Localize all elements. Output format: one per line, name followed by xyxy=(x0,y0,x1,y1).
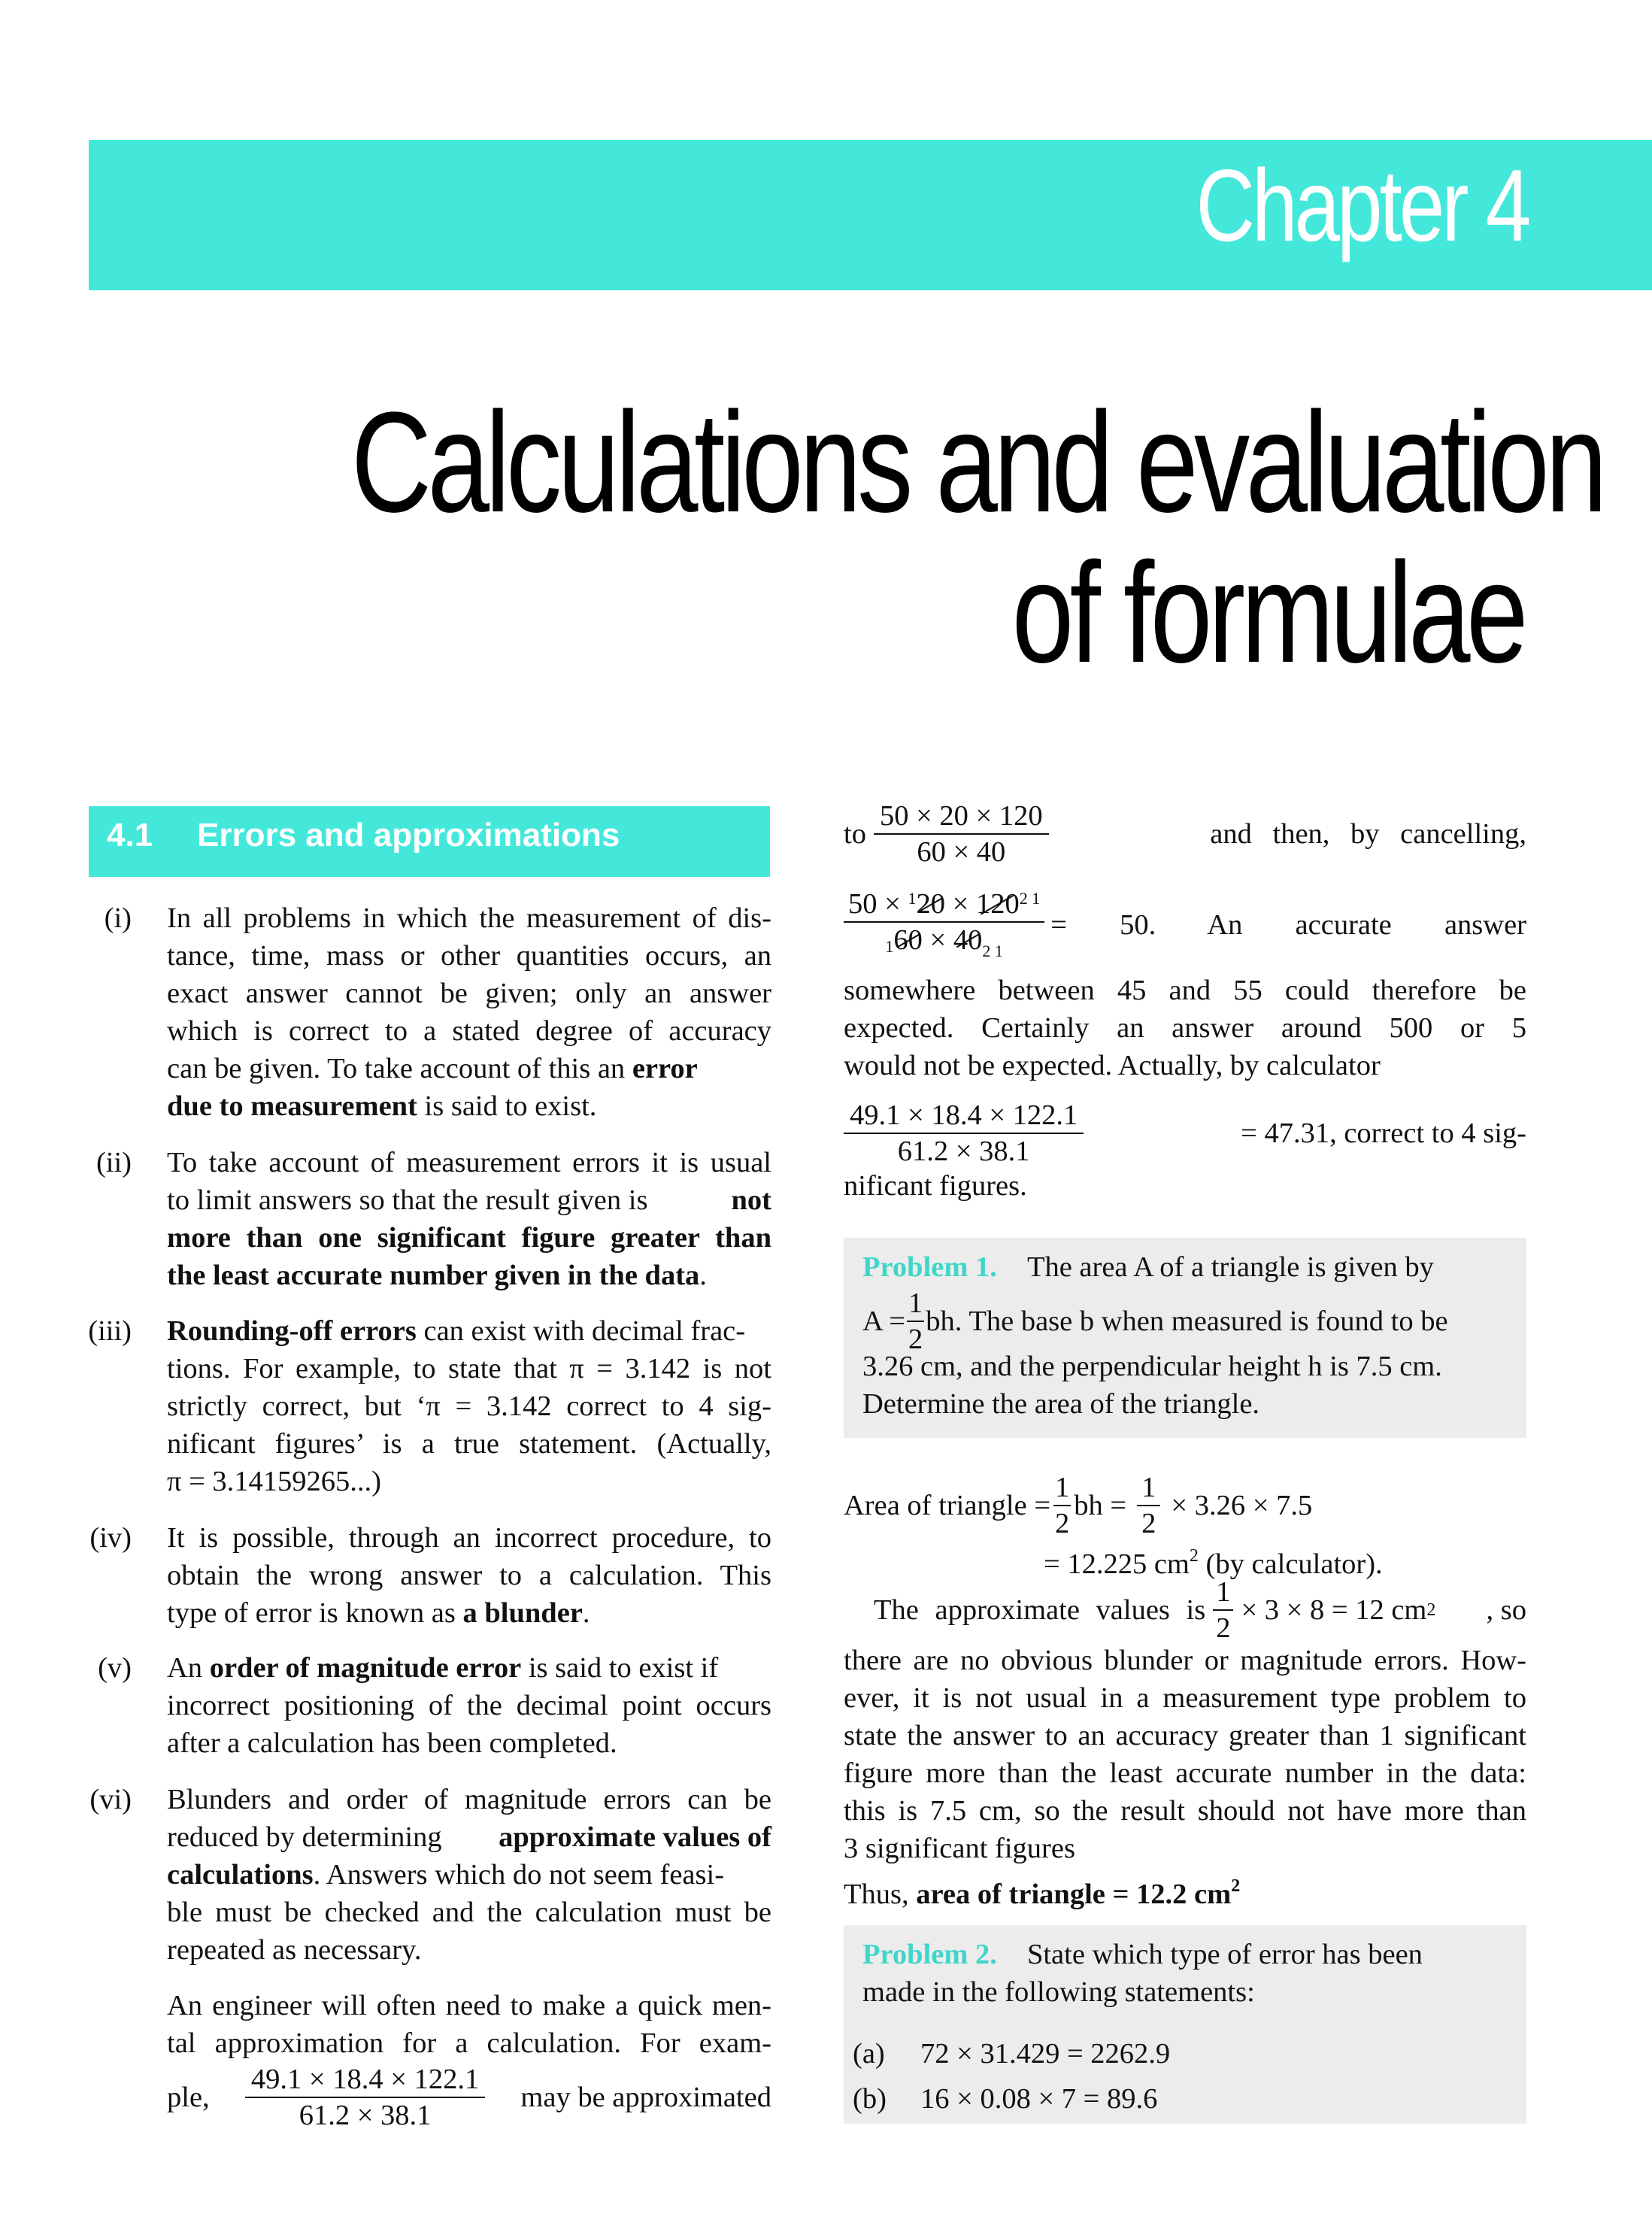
approx-line: to $\frac{50 \times 20 \times 120}{60 \times 40}$ and then, by cancelling, xyxy=(844,800,1526,868)
section-heading xyxy=(107,817,620,854)
paragraph-line: state the answer to an accuracy greater than 1 significant xyxy=(844,1720,1526,1751)
list-item-line: To take account of measurement errors it is usual xyxy=(167,1147,771,1178)
problem-2-line: made in the following statements: xyxy=(862,1976,1255,2008)
list-marker: (iii) xyxy=(88,1315,132,1347)
list-item-line: π = 3.14159265...) xyxy=(167,1466,381,1497)
problem-2-line: Problem 2. State which type of error has been xyxy=(862,1939,1423,1970)
list-item-line: nificant figures’ is a true statement. (Actually, xyxy=(167,1428,771,1460)
list-item-line: the least accurate number given in the data. xyxy=(167,1260,707,1291)
fraction: $\frac{1}{2}$ xyxy=(1213,1575,1233,1645)
list-item-line: strictly correct, but ‘π = 3.142 correct to 4 sig- xyxy=(167,1390,771,1422)
paragraph-line: nificant figures. xyxy=(844,1170,1027,1202)
list-item-line: repeated as necessary. xyxy=(167,1934,422,1966)
list-item-line: type of error is known as a blunder. xyxy=(167,1597,590,1629)
list-marker: (i) xyxy=(104,902,132,934)
list-item-line: An order of magnitude error is said to exist if xyxy=(167,1652,719,1684)
solution-1-line: Area of triangle = $\frac{1}{2}$ bh = $\frac{1}{2}$ × 3.26 × 7.5 xyxy=(844,1472,1313,1539)
paragraph-line: An engineer will often need to make a quick men- xyxy=(167,1990,771,2021)
cancel-line: $\frac{50 \times ^120 \times 120^{2 1}}{160 \times 40_{2 1}}$ = 50. An accurate answer xyxy=(844,881,1526,969)
list-item-line: exact answer cannot be given; only an answer xyxy=(167,978,771,1009)
fraction: $\frac{1}{2}$ xyxy=(908,1287,923,1355)
paragraph-line: tal approximation for a calculation. For exam- xyxy=(167,2027,771,2059)
paragraph-line: this is 7.5 cm, so the result should not have more than xyxy=(844,1795,1526,1827)
paragraph-line: ever, it is not usual in a measurement type problem to xyxy=(844,1682,1526,1714)
list-item-line: due to measurement is said to exist. xyxy=(167,1090,597,1122)
paragraph-line: 3 significant figures xyxy=(844,1833,1075,1864)
fraction: $\frac{1}{2}$ xyxy=(1137,1470,1160,1541)
list-item-line: can be given. To take account of this an error xyxy=(167,1053,698,1084)
paragraph-line: would not be expected. Actually, by calculator xyxy=(844,1050,1381,1081)
paragraph-line: somewhere between 45 and 55 could therefore be xyxy=(844,975,1526,1006)
list-item-line: reduced by determining approximate values of xyxy=(167,1821,771,1853)
problem-1-line: A = $\frac{1}{2}$ bh. The base b when measured is found to be xyxy=(862,1287,1448,1355)
list-item-line: ble must be checked and the calculation must be xyxy=(167,1897,771,1928)
fraction: $\frac{49.1 \times 18.4 \times 122.1}{61.2 \times 38.1}$ xyxy=(844,1098,1084,1169)
list-item-line: which is correct to a stated degree of accuracy xyxy=(167,1015,771,1047)
fraction: $\frac{49.1 \times 18.4 \times 122.1}{61.2 \times 38.1}$ xyxy=(245,2062,485,2133)
list-item-line: Blunders and order of magnitude errors can be xyxy=(167,1784,771,1815)
list-item-line: to limit answers so that the result given is not xyxy=(167,1184,771,1216)
list-item-line: after a calculation has been completed. xyxy=(167,1727,617,1759)
list-item-line: In all problems in which the measurement of dis- xyxy=(167,902,771,934)
list-marker: (v) xyxy=(98,1652,132,1684)
section-title: Errors and approximations xyxy=(197,817,620,854)
problem-1-line: 3.26 cm, and the perpendicular height h is 7.5 cm. xyxy=(862,1351,1442,1382)
fraction: $\frac{50 \times 20 \times 120}{60 \times 40}$ xyxy=(874,799,1049,869)
problem-1-line: Problem 1. The area A of a triangle is given by xyxy=(862,1251,1434,1283)
chapter-label: Chapter 4 xyxy=(1196,148,1528,262)
fraction: $\frac{1}{2}$ xyxy=(1055,1472,1070,1539)
problem-2-item: (a) 72 × 31.429 = 2262.9 xyxy=(853,2038,1171,2070)
problem-2-item: (b) 16 × 0.08 × 7 = 89.6 xyxy=(853,2083,1158,2115)
list-marker: (vi) xyxy=(89,1784,132,1815)
list-item-line: calculations. Answers which do not seem feasi- xyxy=(167,1859,725,1891)
solution-1-answer: Thus, area of triangle = 12.2 $cm^2$ xyxy=(844,1876,1241,1910)
section-number: 4.1 xyxy=(107,817,153,854)
problem-2-label: Problem 2. xyxy=(862,1939,997,1970)
chapter-title-line2: of formulae xyxy=(1011,533,1524,693)
list-item-line: tions. For example, to state that π = 3.142 is not xyxy=(167,1353,771,1384)
solution-1-result: = 12.225 $cm^2$ (by calculator). xyxy=(1044,1546,1383,1580)
paragraph-line: there are no obvious blunder or magnitude errors. How- xyxy=(844,1645,1526,1676)
cancel-fraction: $\frac{50 \times ^120 \times 120^{2 1}}{160 \times 40_{2 1}}$ xyxy=(844,881,1044,969)
list-marker: (ii) xyxy=(95,1147,132,1178)
problem-1-line: Determine the area of the triangle. xyxy=(862,1388,1260,1420)
calculator-line: $\frac{49.1 \times 18.4 \times 122.1}{61.2 \times 38.1}$ = 47.31, correct to 4 sig- xyxy=(844,1098,1526,1169)
list-item-line: tance, time, mass or other quantities occurs, an xyxy=(167,940,771,972)
problem-1-label: Problem 1. xyxy=(862,1251,997,1283)
chapter-title-line1: Calculations and evaluation xyxy=(351,383,1604,542)
list-item-line: incorrect positioning of the decimal point occurs xyxy=(167,1690,771,1721)
list-item-line: more than one significant figure greater than xyxy=(167,1222,771,1254)
paragraph-line-with-fraction: ple, $\frac{49.1 \times 18.4 \times 122.1}{61.2 \times 38.1}$ may be approximated xyxy=(167,2064,771,2131)
list-item-line: obtain the wrong answer to a calculation. This xyxy=(167,1560,771,1591)
list-item-line: It is possible, through an incorrect procedure, to xyxy=(167,1522,771,1554)
paragraph-line: figure more than the least accurate number in the data: xyxy=(844,1757,1526,1789)
list-marker: (iv) xyxy=(89,1522,132,1554)
list-item-line: Rounding-off errors can exist with decimal frac- xyxy=(167,1315,746,1347)
paragraph-line: expected. Certainly an answer around 500 or 5 xyxy=(844,1012,1526,1044)
solution-1-approx-line: The approximate values is $\frac{1}{2}$ × 3 × 8 = 12 cm 2 , so xyxy=(874,1576,1526,1644)
